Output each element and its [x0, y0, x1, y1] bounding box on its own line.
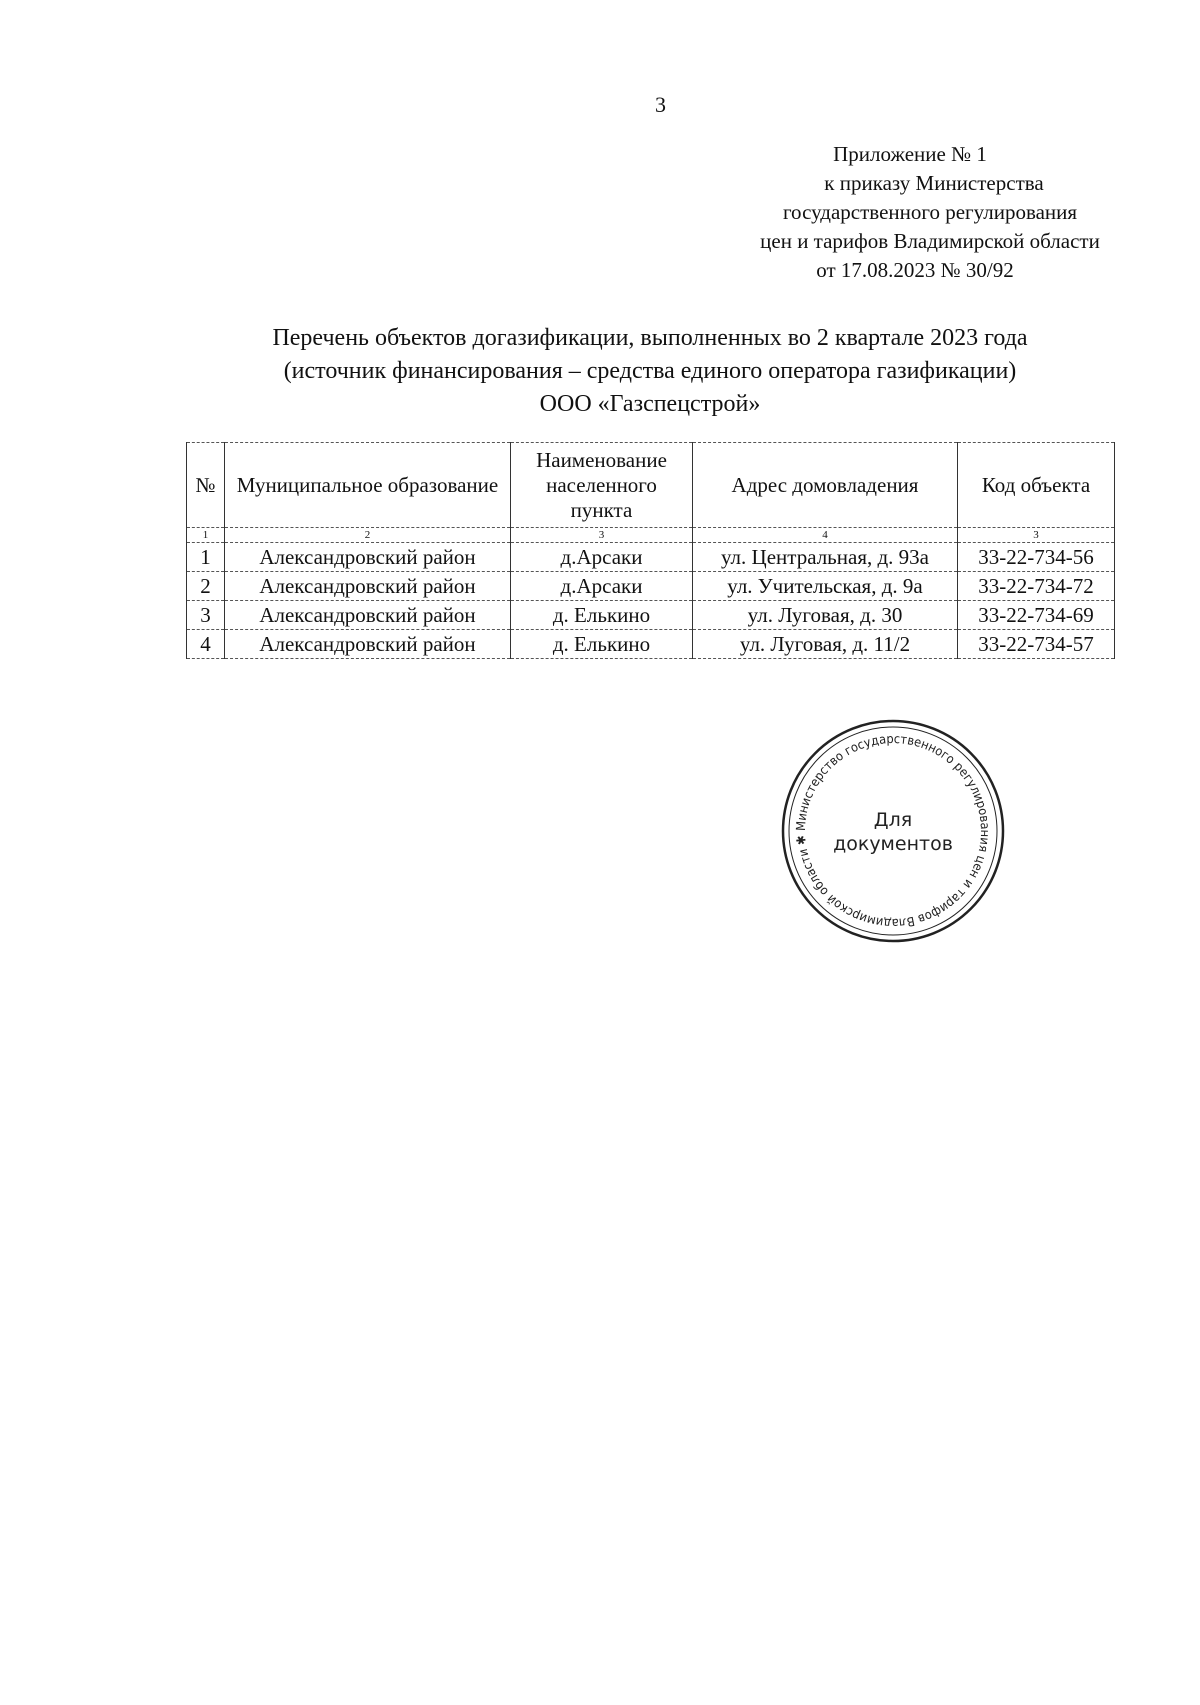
- column-number: 3: [958, 528, 1115, 543]
- column-number: 1: [187, 528, 225, 543]
- table-header-row: [187, 443, 1115, 528]
- table-row: [187, 543, 1115, 572]
- header-settlement: Наименование населенного пункта: [511, 443, 693, 528]
- title-line: Перечень объектов догазификации, выполненных во 2 квартале 2023 года: [272, 325, 1028, 351]
- appendix-block: [720, 140, 1140, 285]
- header-address: Адрес домовладения: [693, 443, 958, 528]
- cell-number: 2: [187, 572, 225, 601]
- cell-object-code: 33-22-734-56: [958, 543, 1115, 572]
- cell-address: ул. Луговая, д. 11/2: [693, 630, 958, 659]
- column-number: 3: [511, 528, 693, 543]
- cell-object-code: 33-22-734-57: [958, 630, 1115, 659]
- cell-number: 1: [187, 543, 225, 572]
- cell-address: ул. Центральная, д. 93а: [693, 543, 958, 572]
- stamp-ring-text-path: Министерство государственного регулирования цен и тарифов Владимирской области ✱: [792, 730, 994, 932]
- table-row: [187, 630, 1115, 659]
- table-row: [187, 601, 1115, 630]
- document-title: [180, 322, 1120, 421]
- appendix-line: от 17.08.2023 № 30/92: [816, 258, 1014, 282]
- cell-municipality: Александровский район: [225, 572, 511, 601]
- appendix-line: Приложение № 1: [833, 142, 987, 166]
- stamp-inner-ring: [789, 727, 997, 935]
- cell-settlement: д. Елькино: [511, 630, 693, 659]
- official-stamp: [778, 716, 1008, 946]
- column-number: 2: [225, 528, 511, 543]
- stamp-center-line: Для: [873, 809, 913, 831]
- cell-municipality: Александровский район: [225, 601, 511, 630]
- cell-number: 3: [187, 601, 225, 630]
- cell-address: ул. Учительская, д. 9а: [693, 572, 958, 601]
- header-municipality: Муниципальное образование: [225, 443, 511, 528]
- cell-settlement: д.Арсаки: [511, 543, 693, 572]
- title-line: (источник финансирования – средства единого оператора газификации): [283, 358, 1017, 384]
- cell-object-code: 33-22-734-69: [958, 601, 1115, 630]
- stamp-outer-ring: [783, 721, 1003, 941]
- cell-object-code: 33-22-734-72: [958, 572, 1115, 601]
- cell-address: ул. Луговая, д. 30: [693, 601, 958, 630]
- header-number: №: [187, 443, 225, 528]
- objects-table: [186, 442, 1115, 659]
- header-object-code: Код объекта: [958, 443, 1115, 528]
- stamp-center-line: документов: [833, 833, 953, 855]
- appendix-line: к приказу Министерства: [824, 171, 1044, 195]
- cell-settlement: д. Елькино: [511, 601, 693, 630]
- cell-number: 4: [187, 630, 225, 659]
- appendix-line: государственного регулирования: [782, 200, 1078, 224]
- cell-municipality: Александровский район: [225, 543, 511, 572]
- column-number: 4: [693, 528, 958, 543]
- cell-municipality: Александровский район: [225, 630, 511, 659]
- table-row: [187, 572, 1115, 601]
- cell-settlement: д.Арсаки: [511, 572, 693, 601]
- appendix-line: цен и тарифов Владимирской области: [760, 229, 1100, 253]
- stamp-graphic: [778, 716, 1008, 946]
- title-line: ООО «Газспецстрой»: [539, 391, 761, 417]
- column-number-row: [187, 528, 1115, 543]
- page-number: 3: [655, 92, 666, 117]
